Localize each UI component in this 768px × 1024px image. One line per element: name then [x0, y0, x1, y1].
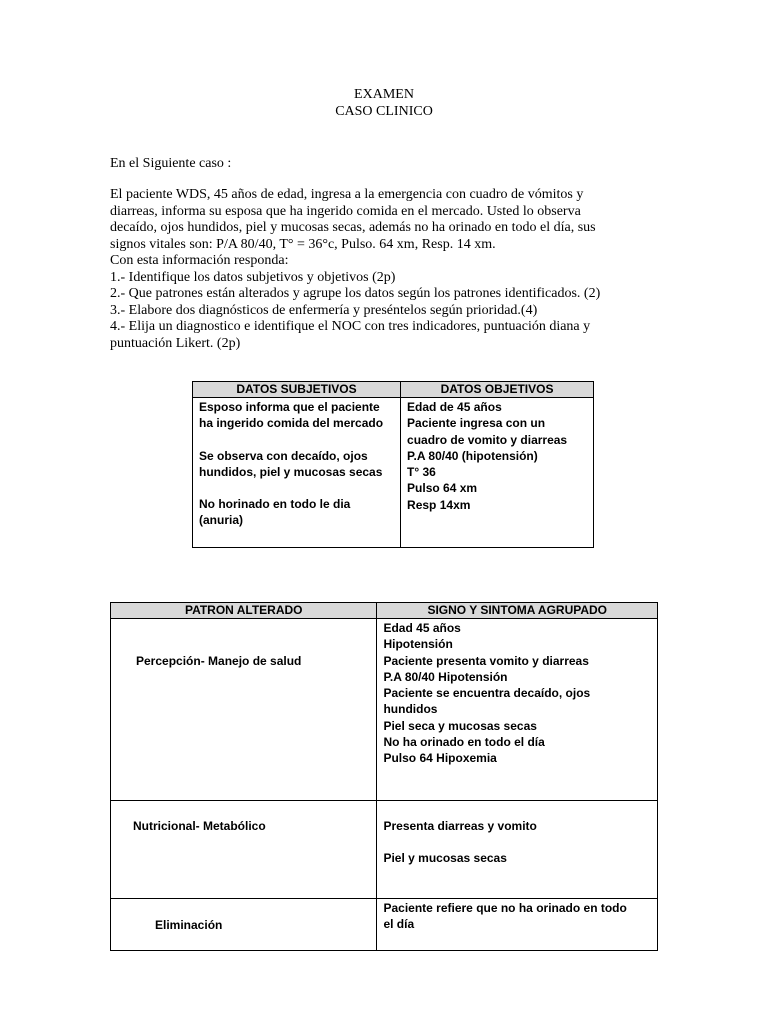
signo-line: Paciente refiere que no ha orinado en todo — [383, 901, 627, 915]
question-item: 4.- Elija un diagnostico e identifique el NOC con tres indicadores, puntuación diana y — [110, 319, 591, 334]
case-line: diarreas, informa su esposa que ha ingerido comida en el mercado. Usted lo observa — [110, 203, 581, 219]
signo-line: No ha orinado en todo el día — [383, 735, 545, 750]
signo-sintoma-header: SIGNO Y SINTOMA AGRUPADO — [377, 603, 658, 619]
patron-label: Percepción- Manejo de salud — [136, 654, 302, 668]
signo-line: Paciente se encuentra decaído, ojos — [383, 686, 591, 701]
subjetivo-line: Esposo informa que el paciente — [199, 400, 380, 414]
patron-label: Eliminación — [155, 918, 223, 932]
subjetivo-line: (anuria) — [199, 513, 244, 528]
question-item: 3.- Elabore dos diagnósticos de enfermería y preséntelos según prioridad.(4) — [110, 302, 538, 318]
signo-line: Paciente presenta vomito y diarreas — [383, 653, 589, 668]
subjetivo-spacer — [199, 432, 394, 448]
question-item: 1.- Identifique los datos subjetivos y objetivos (2p) — [110, 269, 396, 285]
document-subtitle: CASO CLINICO — [335, 104, 433, 119]
signos-cell — [377, 899, 658, 951]
table-row — [111, 801, 658, 899]
patrones-table — [110, 602, 658, 951]
patron-alterado-header: PATRON ALTERADO — [111, 603, 377, 619]
signos-cell — [377, 801, 658, 899]
datos-subjetivos-header: DATOS SUBJETIVOS — [193, 382, 401, 398]
document-title: EXAMEN — [354, 87, 414, 102]
objetivo-line: Edad de 45 años — [407, 400, 502, 414]
question-list — [110, 270, 658, 353]
subjetivo-line: Se observa con decaído, ojos — [199, 448, 368, 463]
objetivo-line: Resp 14xm — [407, 497, 471, 512]
datos-objetivos-header: DATOS OBJETIVOS — [401, 382, 594, 398]
datos-objetivos-cell — [401, 398, 594, 548]
patron-cell — [111, 899, 377, 951]
objetivo-line: Pulso 64 xm — [407, 481, 478, 496]
signos-cell — [377, 619, 658, 801]
signo-line: P.A 80/40 Hipotensión — [383, 669, 508, 684]
case-line: El paciente WDS, 45 años de edad, ingresa a la emergencia con cuadro de vómitos y — [110, 187, 584, 202]
patron-cell — [111, 801, 377, 899]
question-item: puntuación Likert. (2p) — [110, 335, 241, 351]
signo-line: Piel seca y mucosas secas — [383, 718, 537, 733]
signo-line: hundidos — [383, 702, 438, 717]
case-description — [110, 187, 658, 352]
signo-spacer — [383, 834, 651, 850]
table-row — [111, 619, 658, 801]
objetivo-line: cuadro de vomito y diarreas — [407, 432, 568, 447]
signo-line: Presenta diarreas y vomito — [383, 819, 537, 833]
case-prompt: Con esta información responda: — [110, 253, 289, 268]
patron-cell — [111, 619, 377, 801]
subjetivo-spacer — [199, 480, 394, 496]
subjetivo-line: ha ingerido comida del mercado — [199, 416, 384, 431]
intro-text: En el Siguiente caso : — [110, 156, 232, 171]
objetivo-line: T° 36 — [407, 465, 436, 480]
objetivo-line: P.A 80/40 (hipotensión) — [407, 448, 538, 463]
signo-line: Hipotensión — [383, 637, 453, 652]
signo-line: Edad 45 años — [383, 621, 461, 635]
signo-line: Pulso 64 Hipoxemia — [383, 751, 497, 766]
signo-line: el día — [383, 917, 415, 932]
case-line: signos vitales son: P/A 80/40, T° = 36°c, Pulso. 64 xm, Resp. 14 xm. — [110, 236, 496, 252]
table-row — [111, 899, 658, 951]
patron-label: Nutricional- Metabólico — [133, 819, 266, 833]
datos-table — [192, 381, 594, 548]
document-header — [0, 86, 768, 120]
subjetivo-line: hundidos, piel y mucosas secas — [199, 464, 383, 479]
objetivo-line: Paciente ingresa con un — [407, 416, 546, 431]
question-item: 2.- Que patrones están alterados y agrupe los datos según los patrones identificados. (2) — [110, 286, 601, 301]
datos-subjetivos-cell — [193, 398, 401, 548]
subjetivo-line: No horinado en todo le dia — [199, 497, 351, 512]
case-line: decaído, ojos hundidos, piel y mucosas secas, además no ha orinado en todo el día, sus — [110, 220, 596, 235]
signo-line: Piel y mucosas secas — [383, 851, 507, 866]
